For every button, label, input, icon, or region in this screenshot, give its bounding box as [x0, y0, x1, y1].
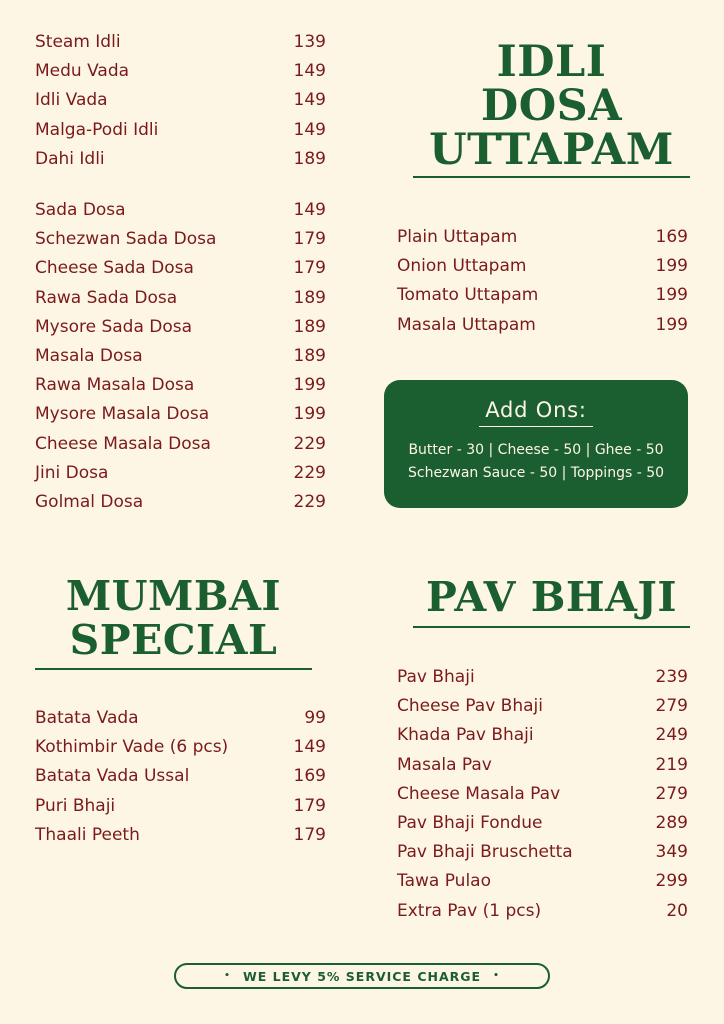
item-name: Pav Bhaji — [397, 667, 475, 687]
item-price: 189 — [293, 148, 326, 169]
item-name: Thaali Peeth — [35, 824, 140, 845]
item-price: 169 — [293, 766, 326, 787]
heading-underline — [413, 626, 690, 628]
item-price: 229 — [293, 462, 326, 483]
addons-line: Butter - 30 | Cheese - 50 | Ghee - 50 — [408, 442, 664, 458]
item-name: Tomato Uttapam — [397, 285, 539, 306]
menu-item — [35, 57, 326, 86]
item-price: 229 — [293, 491, 326, 512]
menu-item — [397, 780, 688, 809]
menu-item — [397, 281, 688, 310]
menu-item — [35, 430, 326, 459]
menu-item — [35, 225, 326, 254]
menu-item — [397, 252, 688, 281]
heading-line: MUMBAI — [65, 572, 282, 620]
pav-bhaji-heading — [413, 574, 690, 620]
item-name: Cheese Masala Dosa — [35, 433, 211, 454]
service-charge-banner — [174, 963, 550, 989]
item-price: 279 — [655, 696, 688, 717]
item-name: Cheese Sada Dosa — [35, 258, 194, 279]
menu-item — [35, 313, 326, 342]
item-name: Masala Dosa — [35, 345, 143, 366]
item-name: Dahi Idli — [35, 148, 105, 169]
menu-item — [397, 223, 688, 252]
item-price: 289 — [655, 812, 688, 833]
menu-item — [35, 116, 326, 145]
item-price: 139 — [293, 32, 326, 52]
item-price: 149 — [293, 200, 326, 220]
heading-underline — [35, 668, 312, 670]
heading-line: DOSA — [480, 81, 623, 131]
item-price: 149 — [293, 90, 326, 111]
item-price: 199 — [293, 375, 326, 396]
item-name: Onion Uttapam — [397, 256, 527, 277]
heading-underline — [413, 176, 690, 178]
menu-item — [397, 897, 688, 926]
menu-item — [397, 751, 688, 780]
menu-item — [35, 733, 326, 762]
menu-item — [35, 488, 326, 517]
addons-title: Add Ons: — [479, 398, 593, 427]
idli-dosa-uttapam-heading — [413, 37, 690, 175]
menu-item — [397, 721, 688, 750]
heading-line: IDLI — [496, 37, 607, 87]
item-price: 219 — [655, 754, 688, 775]
menu-item — [397, 838, 688, 867]
item-price: 199 — [655, 256, 688, 277]
item-price: 279 — [655, 783, 688, 804]
menu-item — [397, 692, 688, 721]
mumbai-special-heading — [35, 574, 312, 662]
menu-item — [397, 809, 688, 838]
idli-items — [35, 28, 326, 174]
menu-item — [397, 867, 688, 896]
item-price: 149 — [293, 61, 326, 82]
addons-list — [384, 439, 688, 485]
item-price: 179 — [293, 795, 326, 816]
uttapam-items — [397, 223, 688, 340]
menu-item — [397, 663, 688, 692]
item-name: Masala Uttapam — [397, 314, 536, 335]
item-price: 299 — [655, 871, 688, 892]
addons-line: Schezwan Sauce - 50 | Toppings - 50 — [407, 465, 665, 481]
item-name: Cheese Masala Pav — [397, 783, 561, 804]
menu-item — [35, 400, 326, 429]
item-name: Rawa Masala Dosa — [35, 375, 195, 396]
item-name: Batata Vada Ussal — [35, 766, 190, 787]
item-price: 199 — [655, 285, 688, 306]
heading-line: UTTAPAM — [429, 125, 674, 175]
item-price: 149 — [293, 737, 326, 758]
menu-item — [35, 28, 326, 57]
item-name: Khada Pav Bhaji — [397, 725, 534, 746]
menu-item — [35, 371, 326, 400]
service-charge-text: WE LEVY 5% SERVICE CHARGE — [242, 968, 482, 984]
menu-item — [35, 86, 326, 115]
menu-item — [35, 704, 326, 733]
item-name: Masala Pav — [397, 754, 492, 775]
menu-item — [35, 459, 326, 488]
dosa-items — [35, 196, 326, 517]
item-name: Rawa Sada Dosa — [35, 287, 178, 308]
item-name: Plain Uttapam — [397, 227, 518, 247]
item-name: Mysore Sada Dosa — [35, 316, 193, 337]
menu-item — [35, 196, 326, 225]
item-name: Schezwan Sada Dosa — [35, 229, 217, 250]
item-price: 199 — [293, 404, 326, 425]
item-price: 199 — [655, 314, 688, 335]
item-name: Pav Bhaji Fondue — [397, 812, 543, 833]
menu-item — [35, 792, 326, 821]
heading-line: SPECIAL — [69, 616, 278, 664]
mumbai-items — [35, 704, 326, 850]
item-name: Tawa Pulao — [397, 871, 491, 892]
item-name: Steam Idli — [35, 32, 121, 52]
item-price: 239 — [655, 667, 688, 687]
item-price: 20 — [666, 900, 688, 921]
item-price: 179 — [293, 824, 326, 845]
addons-box — [384, 380, 688, 508]
menu-item — [35, 145, 326, 174]
item-name: Medu Vada — [35, 61, 130, 82]
item-name: Sada Dosa — [35, 200, 126, 220]
bullet-icon: • — [493, 971, 500, 981]
item-price: 189 — [293, 287, 326, 308]
menu-item — [35, 762, 326, 791]
menu-item — [35, 254, 326, 283]
item-name: Kothimbir Vade (6 pcs) — [35, 737, 229, 758]
item-name: Mysore Masala Dosa — [35, 404, 210, 425]
menu-item — [35, 284, 326, 313]
item-name: Batata Vada — [35, 708, 139, 728]
item-name: Pav Bhaji Bruschetta — [397, 842, 573, 863]
item-price: 189 — [293, 345, 326, 366]
pav-bhaji-items — [397, 663, 688, 926]
menu-item — [35, 342, 326, 371]
heading-line: PAV BHAJI — [425, 573, 678, 621]
item-price: 179 — [293, 258, 326, 279]
item-name: Golmal Dosa — [35, 491, 144, 512]
item-name: Cheese Pav Bhaji — [397, 696, 543, 717]
item-name: Extra Pav (1 pcs) — [397, 900, 542, 921]
item-name: Idli Vada — [35, 90, 108, 111]
item-name: Puri Bhaji — [35, 795, 116, 816]
bullet-icon: • — [224, 971, 231, 981]
item-price: 189 — [293, 316, 326, 337]
item-price: 179 — [293, 229, 326, 250]
item-price: 349 — [655, 842, 688, 863]
menu-item — [35, 821, 326, 850]
menu-item — [397, 311, 688, 340]
item-price: 249 — [655, 725, 688, 746]
item-price: 99 — [304, 708, 326, 728]
item-name: Malga-Podi Idli — [35, 119, 159, 140]
item-name: Jini Dosa — [35, 462, 109, 483]
item-price: 149 — [293, 119, 326, 140]
item-price: 169 — [655, 227, 688, 247]
item-price: 229 — [293, 433, 326, 454]
